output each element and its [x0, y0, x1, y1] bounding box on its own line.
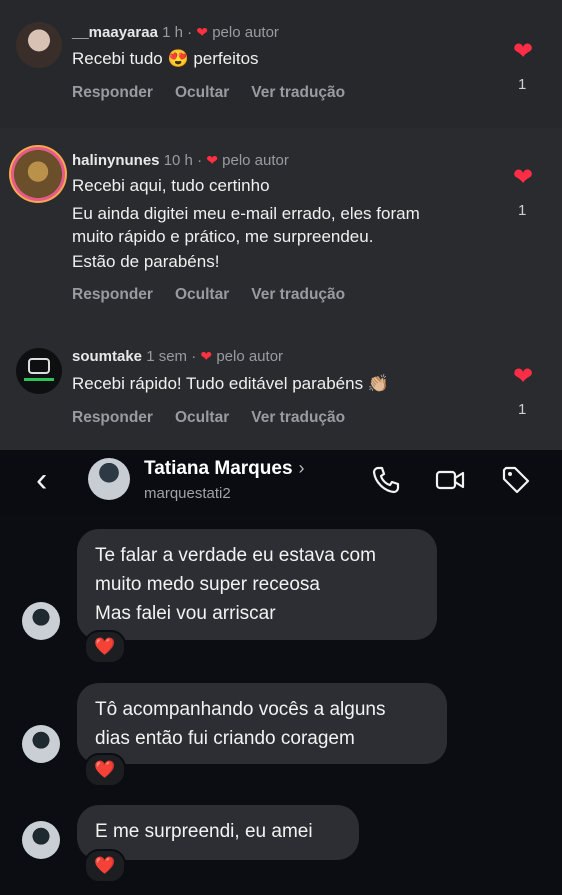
- comment-text-line: Recebi aqui, tudo certinho: [72, 176, 270, 195]
- heart-icon: ❤: [200, 348, 213, 364]
- chevron-right-icon: ›: [298, 458, 305, 478]
- comment-actions: [72, 84, 367, 102]
- comment-time: 1 sem: [146, 348, 188, 365]
- comment-meta: soumtake 1 sem · ❤ pelo autor: [72, 348, 284, 365]
- avatar[interactable]: [14, 150, 62, 198]
- avatar[interactable]: [22, 821, 60, 859]
- message-bubble[interactable]: [77, 529, 437, 640]
- contact-name[interactable]: Tatiana Marques ›: [144, 458, 305, 479]
- comment-text-line: Eu ainda digitei meu e-mail errado, eles foram: [72, 204, 420, 223]
- like-heart-icon[interactable]: ❤: [512, 363, 534, 390]
- comment-text-line: Estão de parabéns!: [72, 252, 220, 271]
- logo-icon: [28, 358, 50, 374]
- comment-username[interactable]: halinynunes: [72, 152, 160, 169]
- avatar[interactable]: [16, 348, 62, 394]
- comment-text: Recebi rápido! Tudo editável parabéns 👏🏼: [72, 374, 389, 393]
- avatar[interactable]: [22, 725, 60, 763]
- comment-text-line: muito rápido e prático, me surpreendeu.: [72, 227, 374, 246]
- dm-header: [0, 450, 562, 514]
- direct-message-panel: [0, 450, 562, 895]
- logo-mark: [24, 378, 54, 381]
- like-count: 1: [518, 76, 527, 93]
- translate-button[interactable]: Ver tradução: [251, 286, 346, 303]
- author-tag: pelo autor: [212, 24, 279, 41]
- message-line: E me surpreendi, eu amei: [95, 821, 313, 842]
- hide-button[interactable]: Ocultar: [174, 409, 230, 426]
- phone-icon[interactable]: [370, 464, 402, 496]
- reply-button[interactable]: Responder: [72, 409, 153, 426]
- message-line: Mas falei vou arriscar: [95, 603, 276, 624]
- message-line: muito medo super receosa: [95, 574, 320, 595]
- comment-actions: [72, 286, 367, 304]
- author-tag: pelo autor: [222, 152, 289, 169]
- like-count: 1: [518, 401, 527, 418]
- like-heart-icon[interactable]: ❤: [512, 164, 534, 191]
- comment-item: [0, 324, 562, 450]
- reaction-heart-icon[interactable]: ❤️: [84, 849, 126, 883]
- comment-time: 1 h: [162, 24, 183, 41]
- reply-button[interactable]: Responder: [72, 84, 153, 101]
- message-line: dias então fui criando coragem: [95, 728, 355, 749]
- avatar[interactable]: [16, 22, 62, 68]
- avatar[interactable]: [88, 458, 130, 500]
- comment-username[interactable]: __maayaraa: [72, 24, 158, 41]
- comment-item: [0, 128, 562, 324]
- heart-icon: ❤: [196, 24, 209, 40]
- comment-meta: __maayaraa 1 h · ❤ pelo autor: [72, 24, 279, 41]
- hide-button[interactable]: Ocultar: [174, 286, 230, 303]
- comment-meta: halinynunes 10 h · ❤ pelo autor: [72, 152, 289, 169]
- video-camera-icon[interactable]: [434, 464, 466, 496]
- heart-icon: ❤: [206, 152, 218, 168]
- back-arrow-icon[interactable]: ‹: [36, 461, 48, 499]
- reaction-heart-icon[interactable]: ❤️: [84, 753, 126, 787]
- translate-button[interactable]: Ver tradução: [251, 84, 346, 101]
- comment-text: Recebi tudo 😍 perfeitos: [72, 49, 259, 68]
- comment-username[interactable]: soumtake: [72, 348, 143, 365]
- translate-button[interactable]: Ver tradução: [251, 409, 346, 426]
- message-bubble[interactable]: [77, 683, 447, 764]
- tag-icon[interactable]: [500, 464, 532, 496]
- message-line: Tô acompanhando vocês a alguns: [95, 699, 386, 720]
- like-count: 1: [518, 202, 527, 219]
- reaction-heart-icon[interactable]: ❤️: [84, 630, 126, 664]
- reply-button[interactable]: Responder: [72, 286, 153, 303]
- comment-item: [0, 0, 562, 128]
- author-tag: pelo autor: [216, 348, 284, 365]
- hide-button[interactable]: Ocultar: [174, 84, 230, 101]
- like-heart-icon[interactable]: ❤: [512, 38, 534, 65]
- contact-username: marquestati2: [144, 485, 231, 502]
- message-list: [0, 514, 562, 895]
- avatar[interactable]: [22, 602, 60, 640]
- comment-actions: [72, 409, 367, 427]
- comment-time: 10 h: [163, 152, 193, 169]
- message-line: Te falar a verdade eu estava com: [95, 545, 376, 566]
